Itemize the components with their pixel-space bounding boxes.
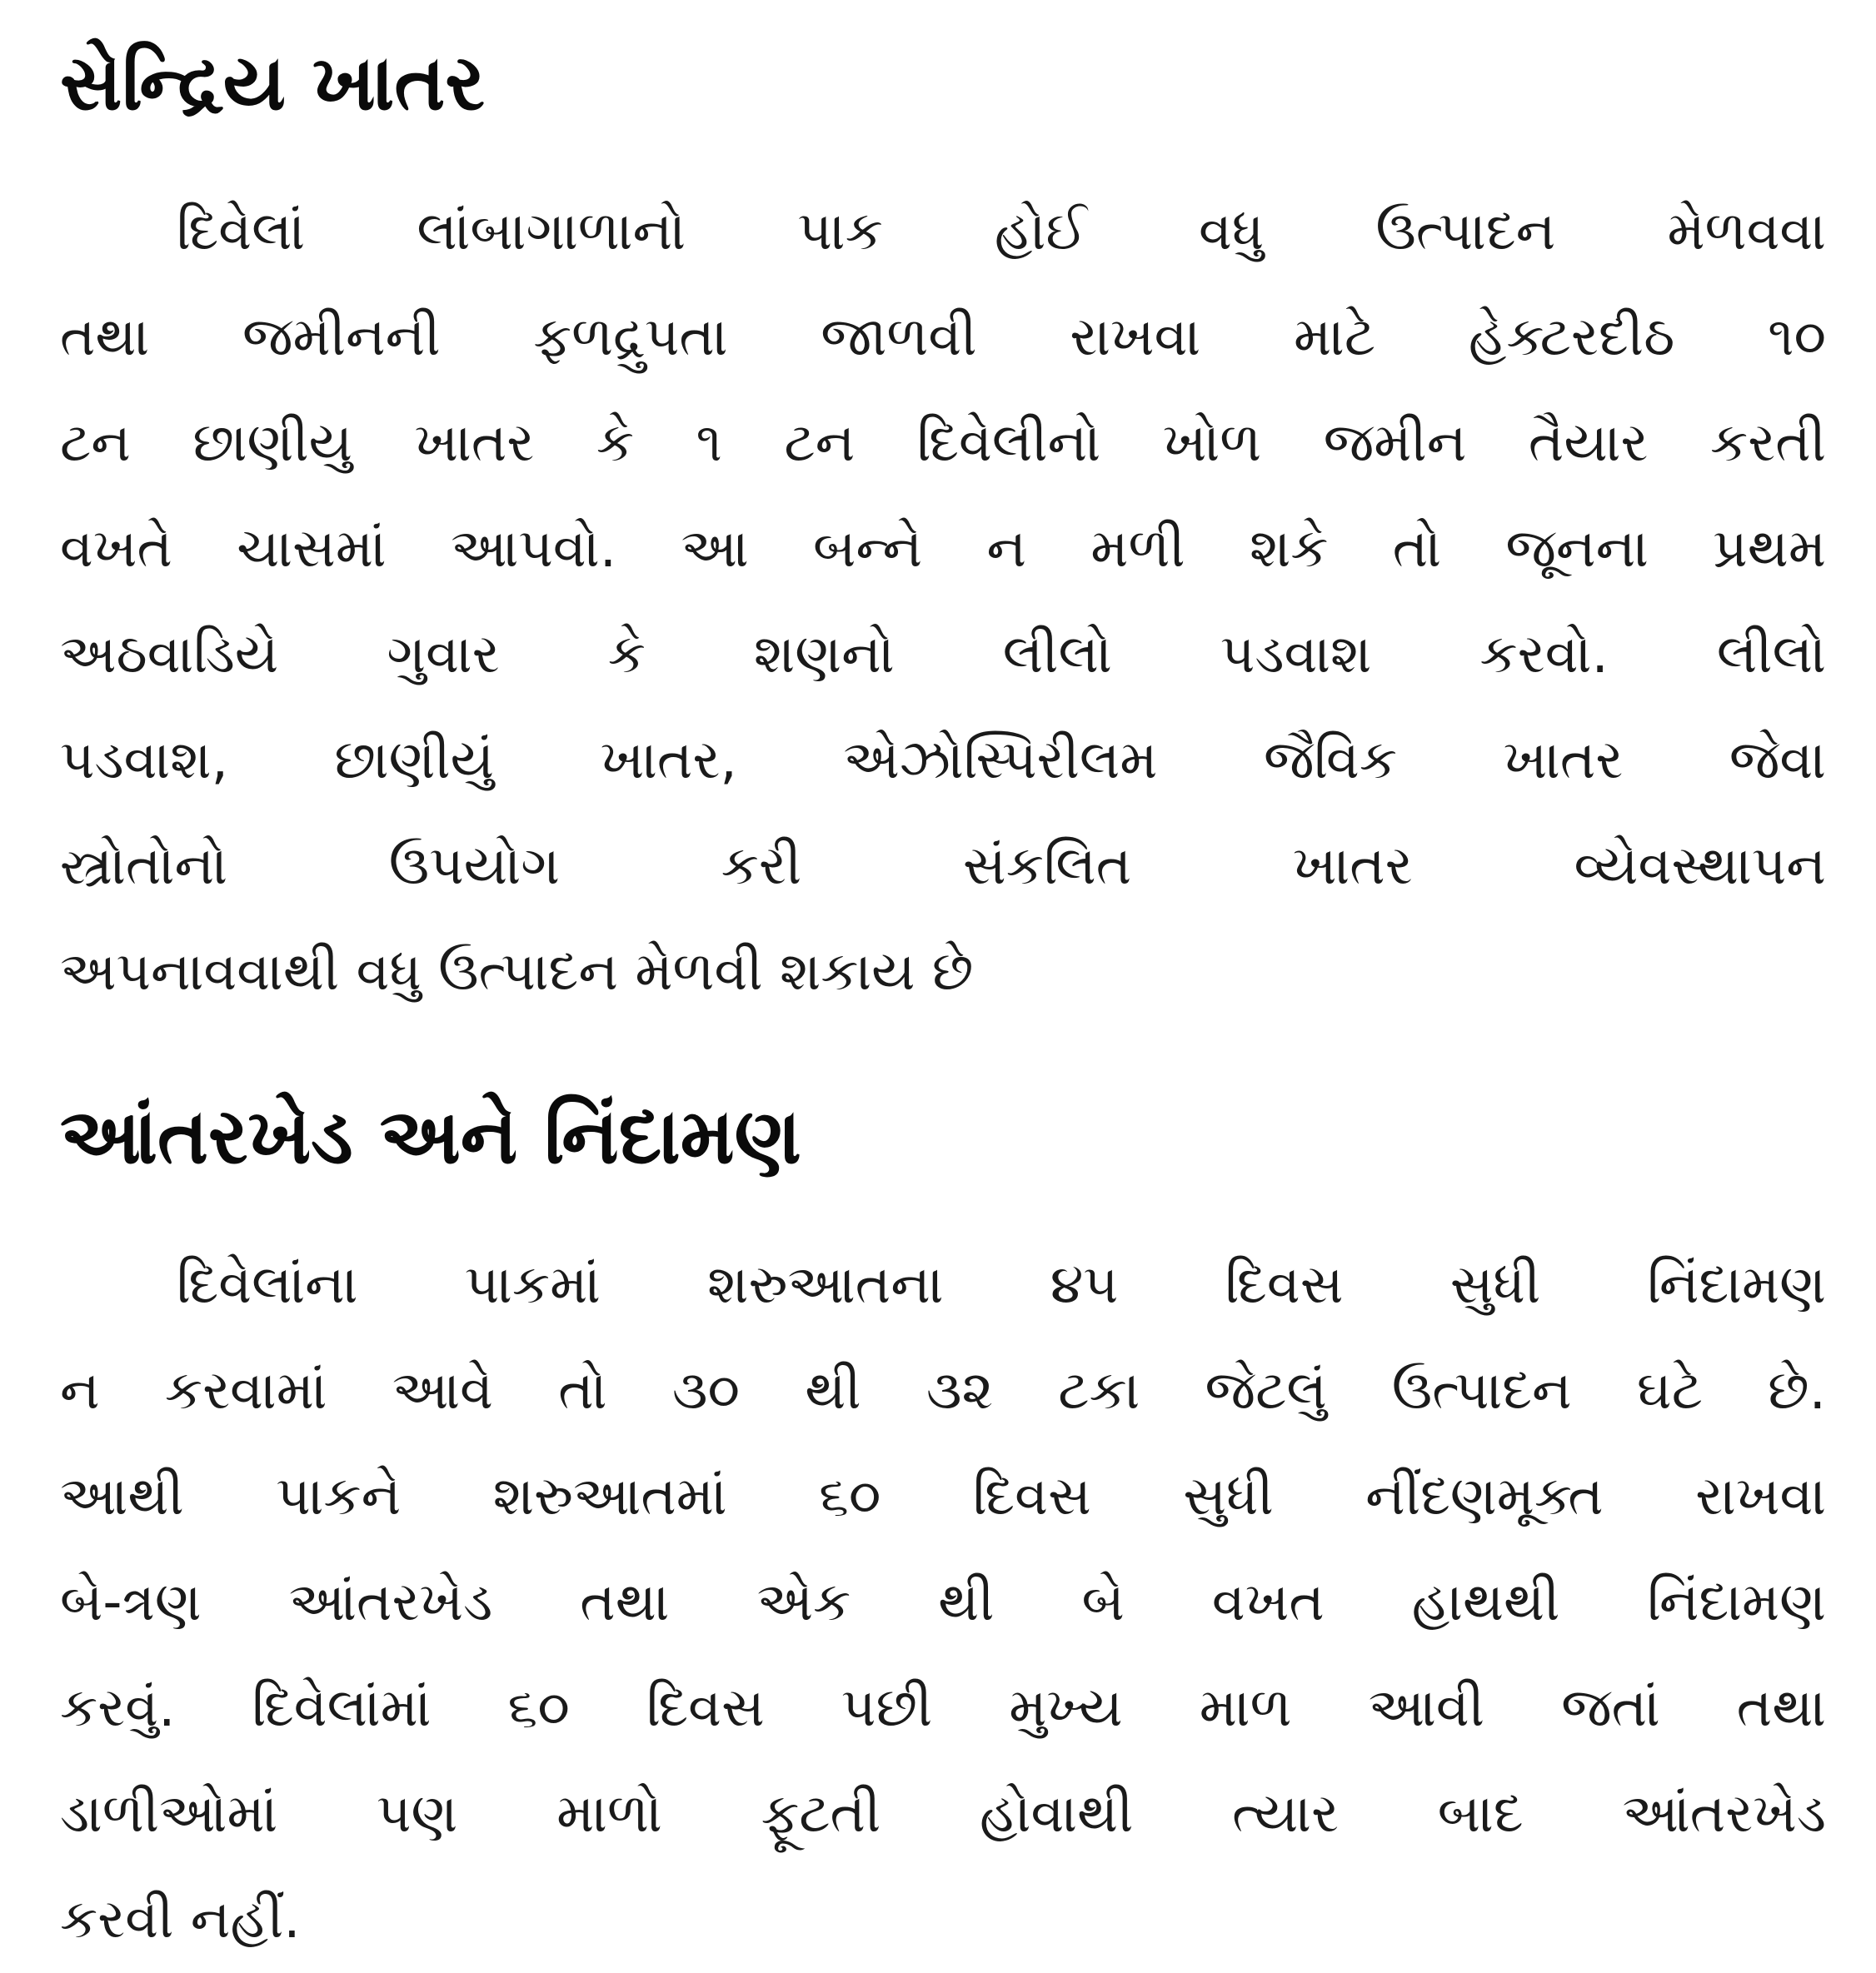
paragraph-line: તથા જમીનની ફળદ્રુપતા જાળવી રાખવા માટે હેક્ટરદીઠ ૧૦ [60, 306, 1826, 368]
paragraph-line: કરવી નહીં. [60, 1889, 301, 1951]
paragraph-line: પડવાશ, છાણીયું ખાતર, એઝોસ્પિરીલમ જૈવિક ખાતર જેવા [60, 730, 1826, 791]
paragraph-line: ડાળીઓમાં પણ માળો ફૂટતી હોવાથી ત્યાર બાદ આંતરખેડ [60, 1783, 1826, 1845]
section-heading-intercultivation-weeding: આંતરખેડ અને નિંદામણ [60, 1092, 801, 1181]
paragraph-line: ટન છાણીયુ ખાતર કે ૧ ટન દિવેલીનો ખોળ જમીન તૈયાર કરતી [60, 412, 1826, 474]
paragraph-line: દિવેલાંના પાકમાં શરુઆતના ૪૫ દિવસ સુધી નિંદામણ [177, 1254, 1826, 1316]
paragraph-line: દિવેલાં લાંબાગાળાનો પાક હોઈ વધુ ઉત્પાદન મેળવવા [177, 201, 1826, 262]
paragraph-line: અપનાવવાથી વધુ ઉત્પાદન મેળવી શકાય છે [60, 941, 974, 1003]
paragraph-line: કરવું. દિવેલાંમાં ૬૦ દિવસ પછી મુખ્ય માળ આવી જતાં તથા [60, 1677, 1826, 1739]
paragraph-line: આથી પાકને શરુઆતમાં ૬૦ દિવસ સુધી નીંદણમૂક્ત રાખવા [60, 1466, 1826, 1527]
paragraph-line: અઠવાડિયે ગુવાર કે શણનો લીલો પડવાશ કરવો. લીલો [60, 624, 1826, 685]
section-heading-organic-manure: સેન્દ્રિય ખાતર [60, 38, 485, 127]
paragraph-organic-manure [60, 179, 1826, 1025]
paragraph-line: સ્ત્રોતોનો ઉપયોગ કરી સંકલિત ખાતર વ્યેવસ્થાપન [60, 835, 1826, 897]
paragraph-line: વખતે ચાસમાં આપવો. આ બન્ને ન મળી શકે તો જૂનના પ્રથમ [60, 518, 1826, 580]
paragraph-intercultivation-weeding [60, 1233, 1826, 1973]
paragraph-line: ન કરવામાં આવે તો ૩૦ થી ૩૨ ટકા જેટલું ઉત્પાદન ઘટે છે. [60, 1360, 1826, 1422]
paragraph-line: બે-ત્રણ આંતરખેડ તથા એક થી બે વખત હાથથી નિંદામણ [60, 1572, 1826, 1633]
